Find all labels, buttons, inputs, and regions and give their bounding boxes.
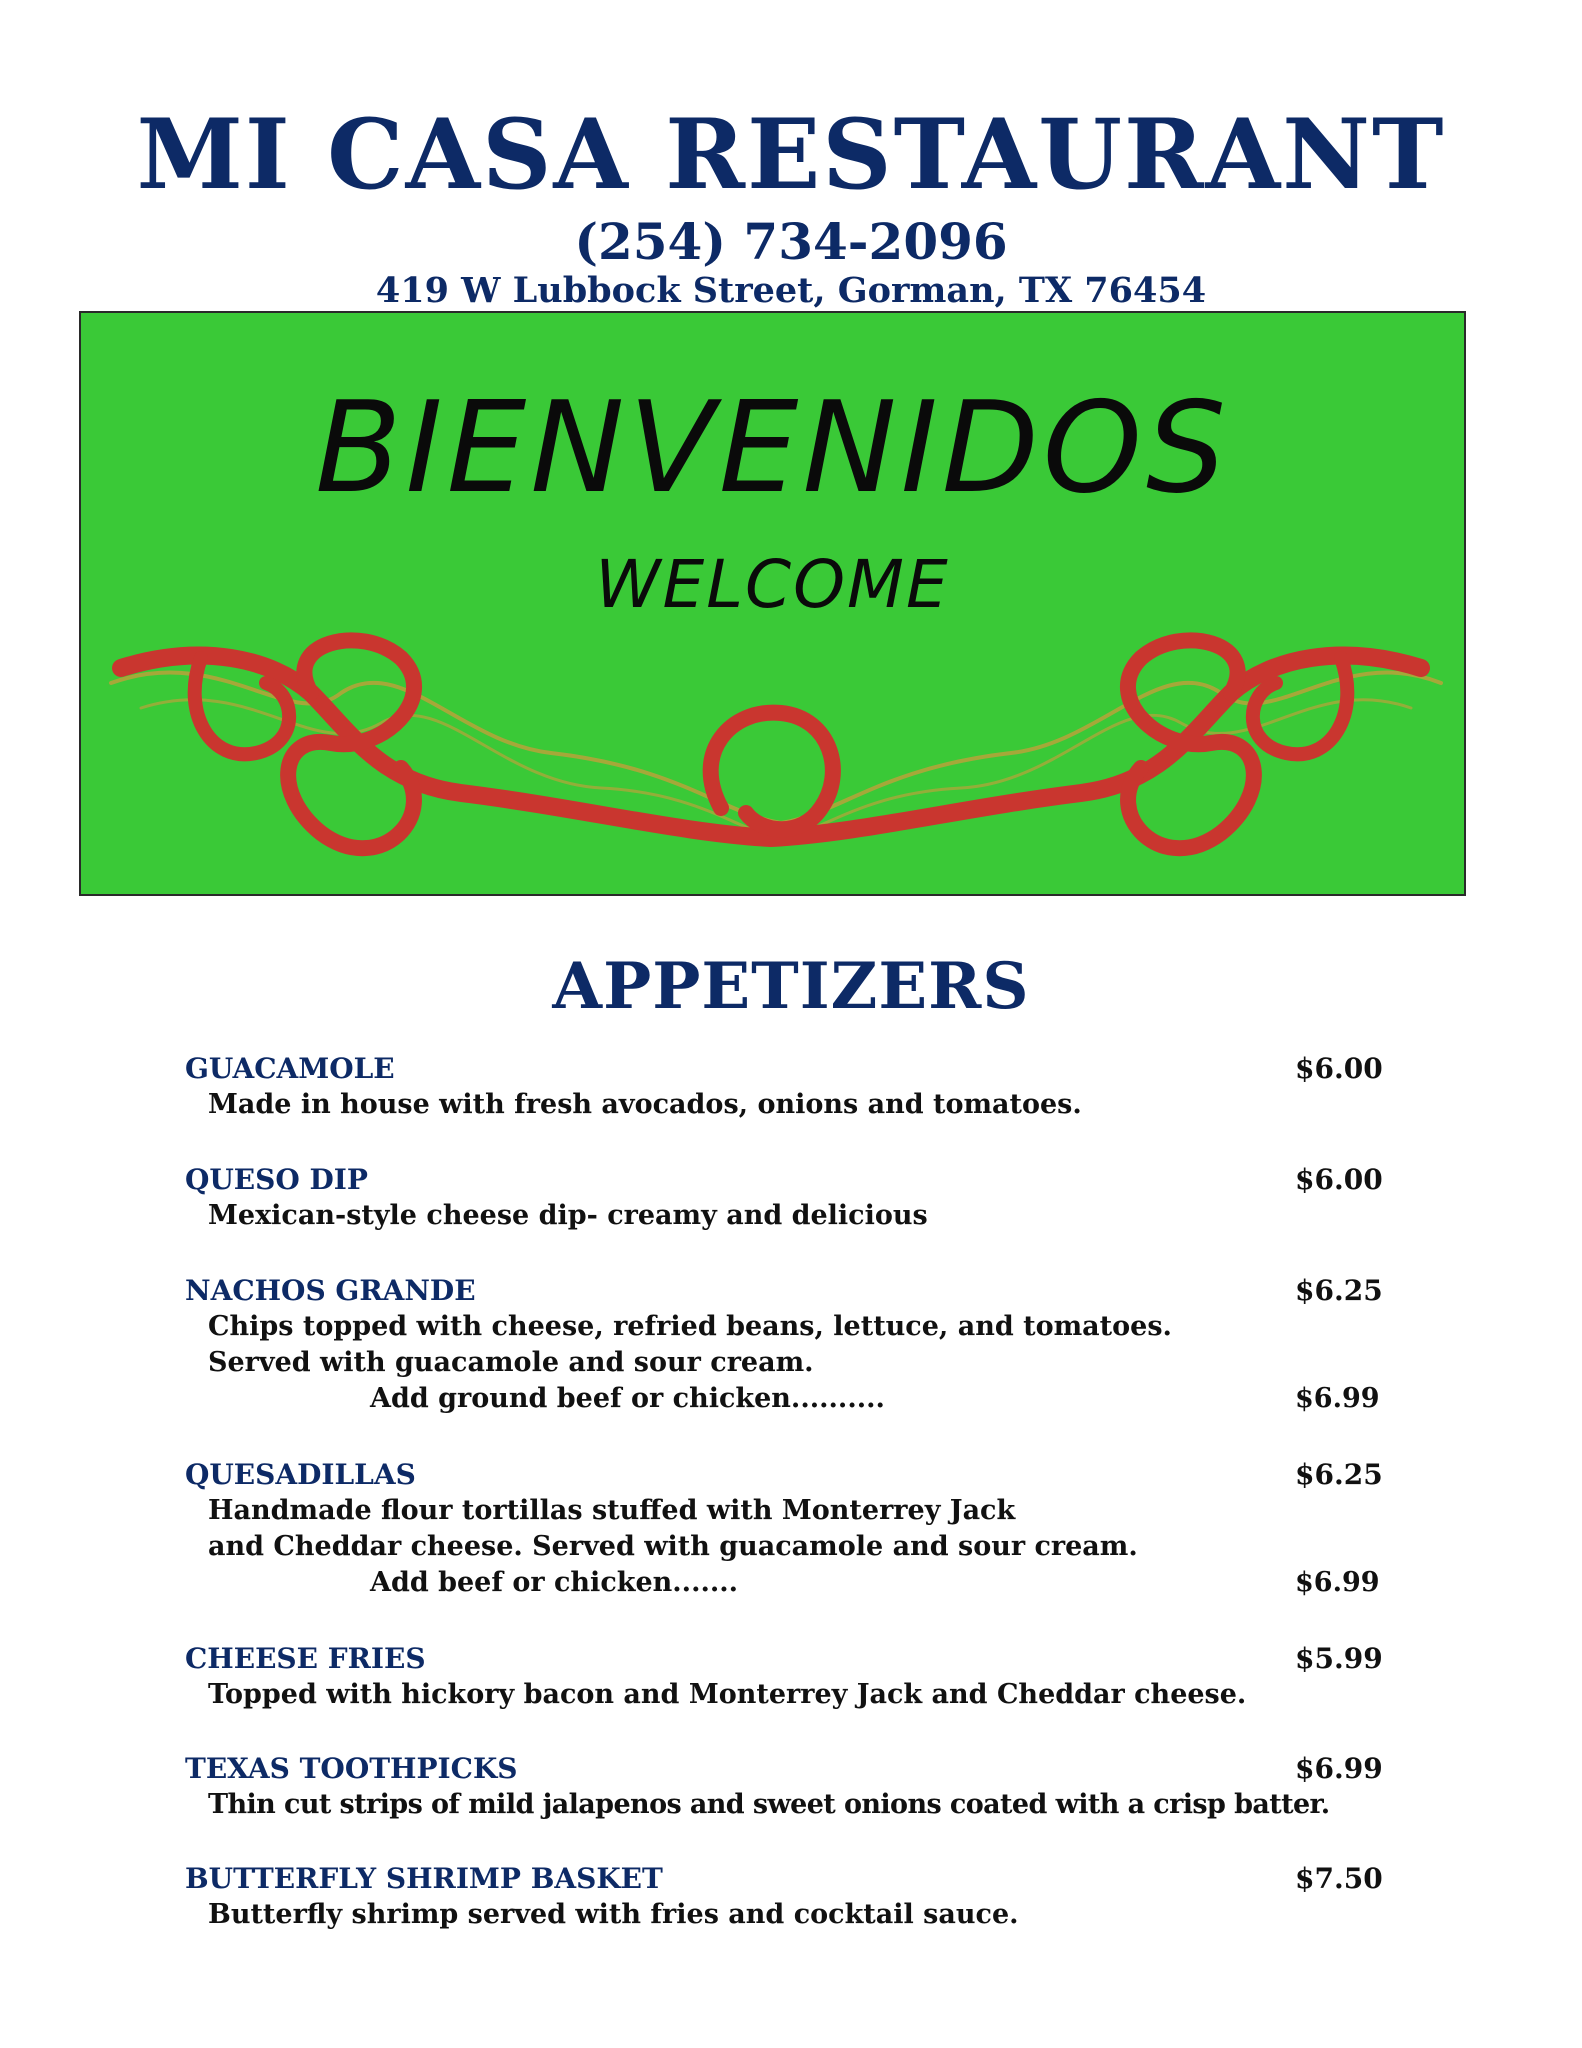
item-price: $6.00: [1295, 1163, 1383, 1196]
item-description: Chips topped with cheese, refried beans, lettuce, and tomatoes.: [208, 1311, 1172, 1342]
item-description: Mexican-style cheese dip- creamy and delicious: [208, 1200, 928, 1231]
welcome-subheading: WELCOME: [595, 546, 950, 623]
section-title-appetizers: APPETIZERS: [552, 949, 1030, 1024]
item-addon-price: $6.99: [1295, 1383, 1380, 1414]
item-name: CHEESE FRIES: [185, 1642, 426, 1675]
item-description: Handmade flour tortillas stuffed with Monterrey Jack: [208, 1495, 1016, 1526]
item-price: $7.50: [1295, 1862, 1383, 1895]
restaurant-title: MI CASA RESTAURANT: [136, 98, 1446, 211]
item-addon: Add beef or chicken.......: [370, 1567, 739, 1598]
item-addon: Add ground beef or chicken..........: [370, 1383, 885, 1414]
item-price: $6.00: [1295, 1052, 1383, 1085]
bienvenidos-heading: BIENVENIDOS: [315, 374, 1230, 521]
item-name: BUTTERFLY SHRIMP BASKET: [185, 1862, 663, 1895]
item-name: QUESO DIP: [185, 1163, 368, 1196]
item-price: $6.25: [1295, 1274, 1383, 1307]
item-price: $5.99: [1295, 1642, 1383, 1675]
item-name: NACHOS GRANDE: [185, 1274, 476, 1307]
welcome-banner: [79, 311, 1466, 896]
item-name: TEXAS TOOTHPICKS: [185, 1752, 518, 1785]
item-description: Made in house with fresh avocados, onions and tomatoes.: [208, 1089, 1082, 1120]
item-price: $6.25: [1295, 1458, 1383, 1491]
item-name: QUESADILLAS: [185, 1458, 416, 1491]
item-name: GUACAMOLE: [185, 1052, 395, 1085]
item-addon-price: $6.99: [1295, 1567, 1380, 1598]
item-price: $6.99: [1295, 1752, 1383, 1785]
item-description: Served with guacamole and sour cream.: [208, 1347, 814, 1378]
phone-number: (254) 734-2096: [574, 212, 1008, 271]
item-description: Topped with hickory bacon and Monterrey Jack and Cheddar cheese.: [208, 1679, 1247, 1710]
item-description: Thin cut strips of mild jalapenos and sweet onions coated with a crisp batter.: [208, 1789, 1330, 1820]
item-description: and Cheddar cheese. Served with guacamole and sour cream.: [208, 1531, 1138, 1562]
item-description: Butterfly shrimp served with fries and cocktail sauce.: [208, 1899, 1019, 1930]
address: 419 W Lubbock Street, Gorman, TX 76454: [375, 270, 1207, 311]
